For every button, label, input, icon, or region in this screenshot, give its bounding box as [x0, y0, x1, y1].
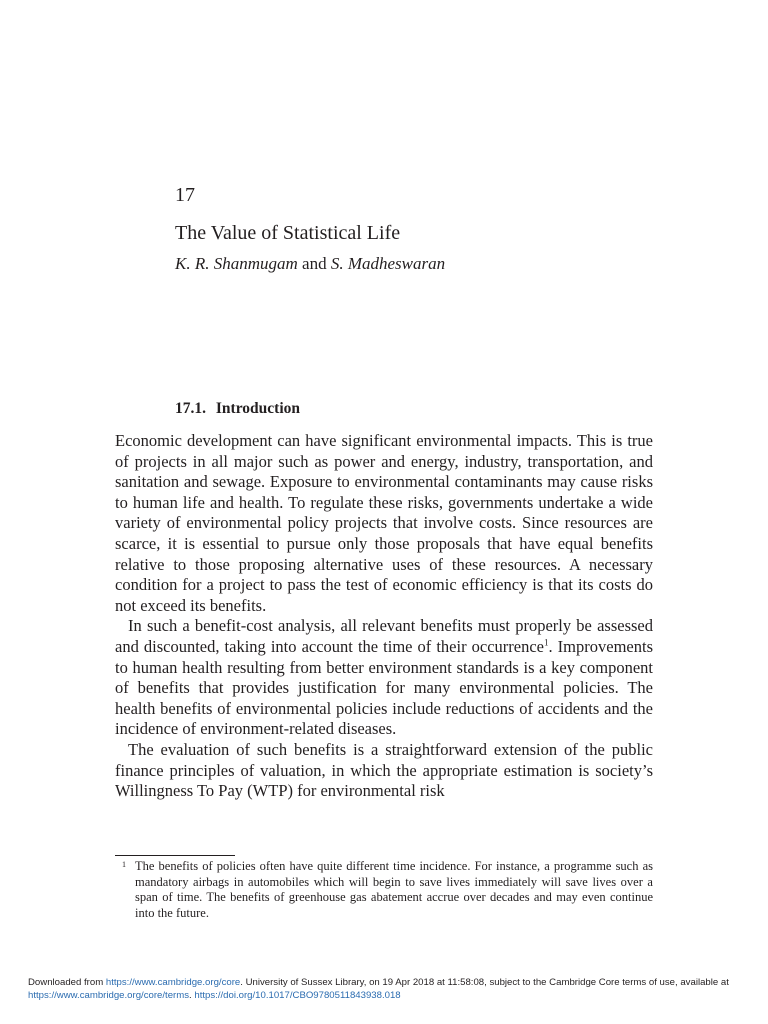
author-second: S. Madheswaran: [330, 254, 446, 273]
footnote-reference[interactable]: 1: [544, 637, 549, 648]
footnote: [120, 859, 653, 921]
chapter-number: 17: [175, 184, 195, 206]
author-conjunction: and: [297, 254, 331, 273]
section-heading: [175, 398, 300, 420]
body-text: [115, 431, 653, 802]
terms-link[interactable]: https://www.cambridge.org/core/terms: [28, 989, 190, 1001]
cambridge-core-link[interactable]: https://www.cambridge.org/core: [105, 977, 241, 988]
paragraph-3: The evaluation of such benefits is a straightforward extension of the public finance principles of valuation, in which the appropriate estimation is society’s Willingness To Pay (WTP) for environmental risk: [115, 739, 653, 801]
paragraph-2: [115, 616, 653, 740]
doi-link[interactable]: https://doi.org/10.1017/CBO9780511843938.018: [194, 989, 401, 1001]
chapter-authors: [175, 252, 445, 276]
paragraph-1: Economic development can have significant environmental impacts. This is true of projects in all major such as power and energy, industry, transportation, and sanitation and sewage. Exposure to environmental contaminants may cause risks to human life and health. To regulate these risks, governments undertake a wide variety of environmental policy projects that involve costs. Since resources are scarce, it is essential to pursue only those proposals that have equal benefits relative to those proposing alternative uses of these resources. A necessary condition for a project to pass the test of economic efficiency is that its costs do not exceed its benefits.: [115, 431, 653, 615]
paragraph-2-text-before: In such a benefit-cost analysis, all relevant benefits must properly be assessed and discounted, taking into account the time of their occurrence: [115, 616, 653, 656]
footnote-text: The benefits of policies often have quite different time incidence. For instance, a programme such as mandatory airbags in automobiles which will begin to save lives immediately will save lives over a span of time. The benefits of greenhouse gas abatement accrue over decades and may even continue into the future.: [135, 859, 653, 920]
section-title: Introduction: [215, 400, 300, 417]
notice-prefix: Downloaded from: [28, 977, 106, 988]
download-notice: [28, 977, 740, 1002]
notice-middle: . University of Sussex Library, on 19 Apr 2018 at 11:58:08, subject to the Cambridge Core terms of use, available at: [240, 977, 729, 988]
paragraph-2-text-after: . Improvements to human health resulting from better environment standards is a key component of benefits that provides justification for many environmental policies. The health benefits of environmental policies include reductions of accidents and the incidence of environment-related diseases.: [115, 636, 653, 739]
footnote-divider: [115, 855, 235, 856]
footnote-mark: 1: [122, 860, 126, 869]
chapter-title: The Value of Statistical Life: [175, 222, 401, 244]
section-number: 17.1.: [175, 400, 206, 417]
author-first: K. R. Shanmugam: [175, 254, 298, 273]
notice-separator: .: [189, 989, 195, 1001]
